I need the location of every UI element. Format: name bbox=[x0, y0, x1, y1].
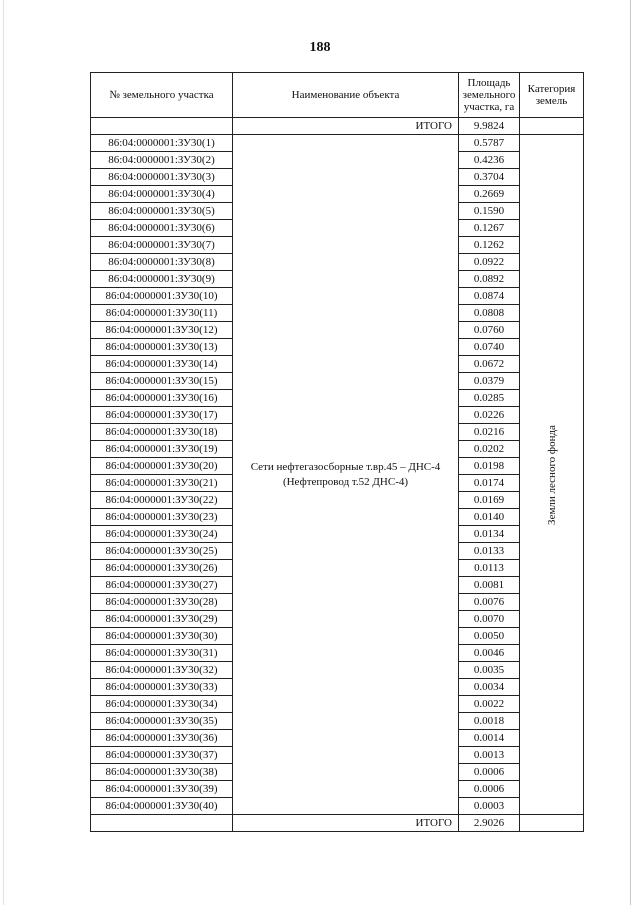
parcel-number: 86:04:0000001:ЗУ30(36) bbox=[91, 730, 233, 747]
parcel-area: 0.0035 bbox=[459, 662, 520, 679]
parcel-number: 86:04:0000001:ЗУ30(16) bbox=[91, 390, 233, 407]
parcel-area: 0.0379 bbox=[459, 373, 520, 390]
parcel-area: 0.1262 bbox=[459, 237, 520, 254]
parcel-number: 86:04:0000001:ЗУ30(40) bbox=[91, 798, 233, 815]
parcel-area: 0.0006 bbox=[459, 764, 520, 781]
parcel-area: 0.0050 bbox=[459, 628, 520, 645]
parcel-number: 86:04:0000001:ЗУ30(8) bbox=[91, 254, 233, 271]
parcel-number: 86:04:0000001:ЗУ30(13) bbox=[91, 339, 233, 356]
parcel-area: 0.0740 bbox=[459, 339, 520, 356]
parcel-number: 86:04:0000001:ЗУ30(25) bbox=[91, 543, 233, 560]
parcel-number: 86:04:0000001:ЗУ30(9) bbox=[91, 271, 233, 288]
parcel-area: 0.0046 bbox=[459, 645, 520, 662]
bottom-total-value: 2.9026 bbox=[459, 815, 520, 832]
table-row bbox=[91, 135, 584, 152]
bottom-total-empty bbox=[91, 815, 233, 832]
parcel-number: 86:04:0000001:ЗУ30(30) bbox=[91, 628, 233, 645]
parcel-number: 86:04:0000001:ЗУ30(6) bbox=[91, 220, 233, 237]
parcel-number: 86:04:0000001:ЗУ30(37) bbox=[91, 747, 233, 764]
parcel-area: 0.0892 bbox=[459, 271, 520, 288]
parcel-number: 86:04:0000001:ЗУ30(33) bbox=[91, 679, 233, 696]
parcel-area: 0.0081 bbox=[459, 577, 520, 594]
header-parcel: № земельного участка bbox=[91, 73, 233, 118]
land-parcels-table bbox=[90, 72, 584, 832]
parcel-area: 0.0133 bbox=[459, 543, 520, 560]
header-object: Наименование объекта bbox=[233, 73, 459, 118]
parcel-number: 86:04:0000001:ЗУ30(1) bbox=[91, 135, 233, 152]
page-edge-right bbox=[630, 0, 631, 905]
parcel-area: 0.0198 bbox=[459, 458, 520, 475]
parcel-area: 0.0014 bbox=[459, 730, 520, 747]
bottom-total-category-empty bbox=[520, 815, 584, 832]
parcel-number: 86:04:0000001:ЗУ30(27) bbox=[91, 577, 233, 594]
parcel-number: 86:04:0000001:ЗУ30(10) bbox=[91, 288, 233, 305]
parcel-number: 86:04:0000001:ЗУ30(21) bbox=[91, 475, 233, 492]
parcel-number: 86:04:0000001:ЗУ30(31) bbox=[91, 645, 233, 662]
parcel-number: 86:04:0000001:ЗУ30(5) bbox=[91, 203, 233, 220]
parcel-area: 0.0140 bbox=[459, 509, 520, 526]
header-category: Категория земель bbox=[520, 73, 584, 118]
parcel-area: 0.0216 bbox=[459, 424, 520, 441]
header-area: Площадь земельного участка, га bbox=[459, 73, 520, 118]
parcel-number: 86:04:0000001:ЗУ30(14) bbox=[91, 356, 233, 373]
parcel-area: 0.0226 bbox=[459, 407, 520, 424]
parcel-number: 86:04:0000001:ЗУ30(11) bbox=[91, 305, 233, 322]
parcel-number: 86:04:0000001:ЗУ30(15) bbox=[91, 373, 233, 390]
parcel-area: 0.0169 bbox=[459, 492, 520, 509]
parcel-number: 86:04:0000001:ЗУ30(38) bbox=[91, 764, 233, 781]
parcel-area: 0.1267 bbox=[459, 220, 520, 237]
parcel-number: 86:04:0000001:ЗУ30(20) bbox=[91, 458, 233, 475]
page-number: 188 bbox=[309, 40, 331, 55]
object-name-cell bbox=[233, 135, 459, 815]
parcel-area: 0.0013 bbox=[459, 747, 520, 764]
parcel-number: 86:04:0000001:ЗУ30(17) bbox=[91, 407, 233, 424]
parcel-number: 86:04:0000001:ЗУ30(32) bbox=[91, 662, 233, 679]
parcel-area: 0.2669 bbox=[459, 186, 520, 203]
category-cell bbox=[520, 135, 584, 815]
top-total-row bbox=[91, 118, 584, 135]
parcel-number: 86:04:0000001:ЗУ30(2) bbox=[91, 152, 233, 169]
object-name-line2: (Нефтепровод т.52 ДНС-4) bbox=[282, 475, 409, 488]
parcel-area: 0.3704 bbox=[459, 169, 520, 186]
parcel-area: 0.0922 bbox=[459, 254, 520, 271]
object-name-line1: Сети нефтегазосборные т.вр.45 – ДНС-4 bbox=[250, 461, 441, 474]
category-value: Земли лесного фонда bbox=[545, 424, 558, 525]
parcel-area: 0.0174 bbox=[459, 475, 520, 492]
parcel-area: 0.0285 bbox=[459, 390, 520, 407]
parcel-number: 86:04:0000001:ЗУ30(34) bbox=[91, 696, 233, 713]
parcel-area: 0.0672 bbox=[459, 356, 520, 373]
parcel-area: 0.0874 bbox=[459, 288, 520, 305]
table-header-row bbox=[91, 73, 584, 118]
top-total-category-empty bbox=[520, 118, 584, 135]
parcel-number: 86:04:0000001:ЗУ30(22) bbox=[91, 492, 233, 509]
parcel-number: 86:04:0000001:ЗУ30(4) bbox=[91, 186, 233, 203]
parcel-number: 86:04:0000001:ЗУ30(35) bbox=[91, 713, 233, 730]
parcel-number: 86:04:0000001:ЗУ30(7) bbox=[91, 237, 233, 254]
page-edge-left bbox=[3, 0, 4, 905]
parcel-number: 86:04:0000001:ЗУ30(3) bbox=[91, 169, 233, 186]
parcel-area: 0.0076 bbox=[459, 594, 520, 611]
parcel-area: 0.1590 bbox=[459, 203, 520, 220]
parcel-area: 0.5787 bbox=[459, 135, 520, 152]
parcel-number: 86:04:0000001:ЗУ30(18) bbox=[91, 424, 233, 441]
parcel-area: 0.0760 bbox=[459, 322, 520, 339]
parcel-area: 0.0006 bbox=[459, 781, 520, 798]
parcel-area: 0.0022 bbox=[459, 696, 520, 713]
top-total-label: ИТОГО bbox=[233, 118, 459, 135]
parcel-number: 86:04:0000001:ЗУ30(23) bbox=[91, 509, 233, 526]
parcel-number: 86:04:0000001:ЗУ30(19) bbox=[91, 441, 233, 458]
bottom-total-row bbox=[91, 815, 584, 832]
parcel-number: 86:04:0000001:ЗУ30(39) bbox=[91, 781, 233, 798]
parcel-number: 86:04:0000001:ЗУ30(26) bbox=[91, 560, 233, 577]
bottom-total-label: ИТОГО bbox=[233, 815, 459, 832]
parcel-number: 86:04:0000001:ЗУ30(29) bbox=[91, 611, 233, 628]
parcel-area: 0.4236 bbox=[459, 152, 520, 169]
parcel-area: 0.0202 bbox=[459, 441, 520, 458]
parcel-number: 86:04:0000001:ЗУ30(24) bbox=[91, 526, 233, 543]
parcel-number: 86:04:0000001:ЗУ30(12) bbox=[91, 322, 233, 339]
top-total-value: 9.9824 bbox=[459, 118, 520, 135]
parcel-area: 0.0034 bbox=[459, 679, 520, 696]
parcel-area: 0.0113 bbox=[459, 560, 520, 577]
parcel-area: 0.0018 bbox=[459, 713, 520, 730]
top-total-empty bbox=[91, 118, 233, 135]
parcel-area: 0.0134 bbox=[459, 526, 520, 543]
parcel-number: 86:04:0000001:ЗУ30(28) bbox=[91, 594, 233, 611]
parcel-area: 0.0808 bbox=[459, 305, 520, 322]
parcel-area: 0.0003 bbox=[459, 798, 520, 815]
parcel-area: 0.0070 bbox=[459, 611, 520, 628]
